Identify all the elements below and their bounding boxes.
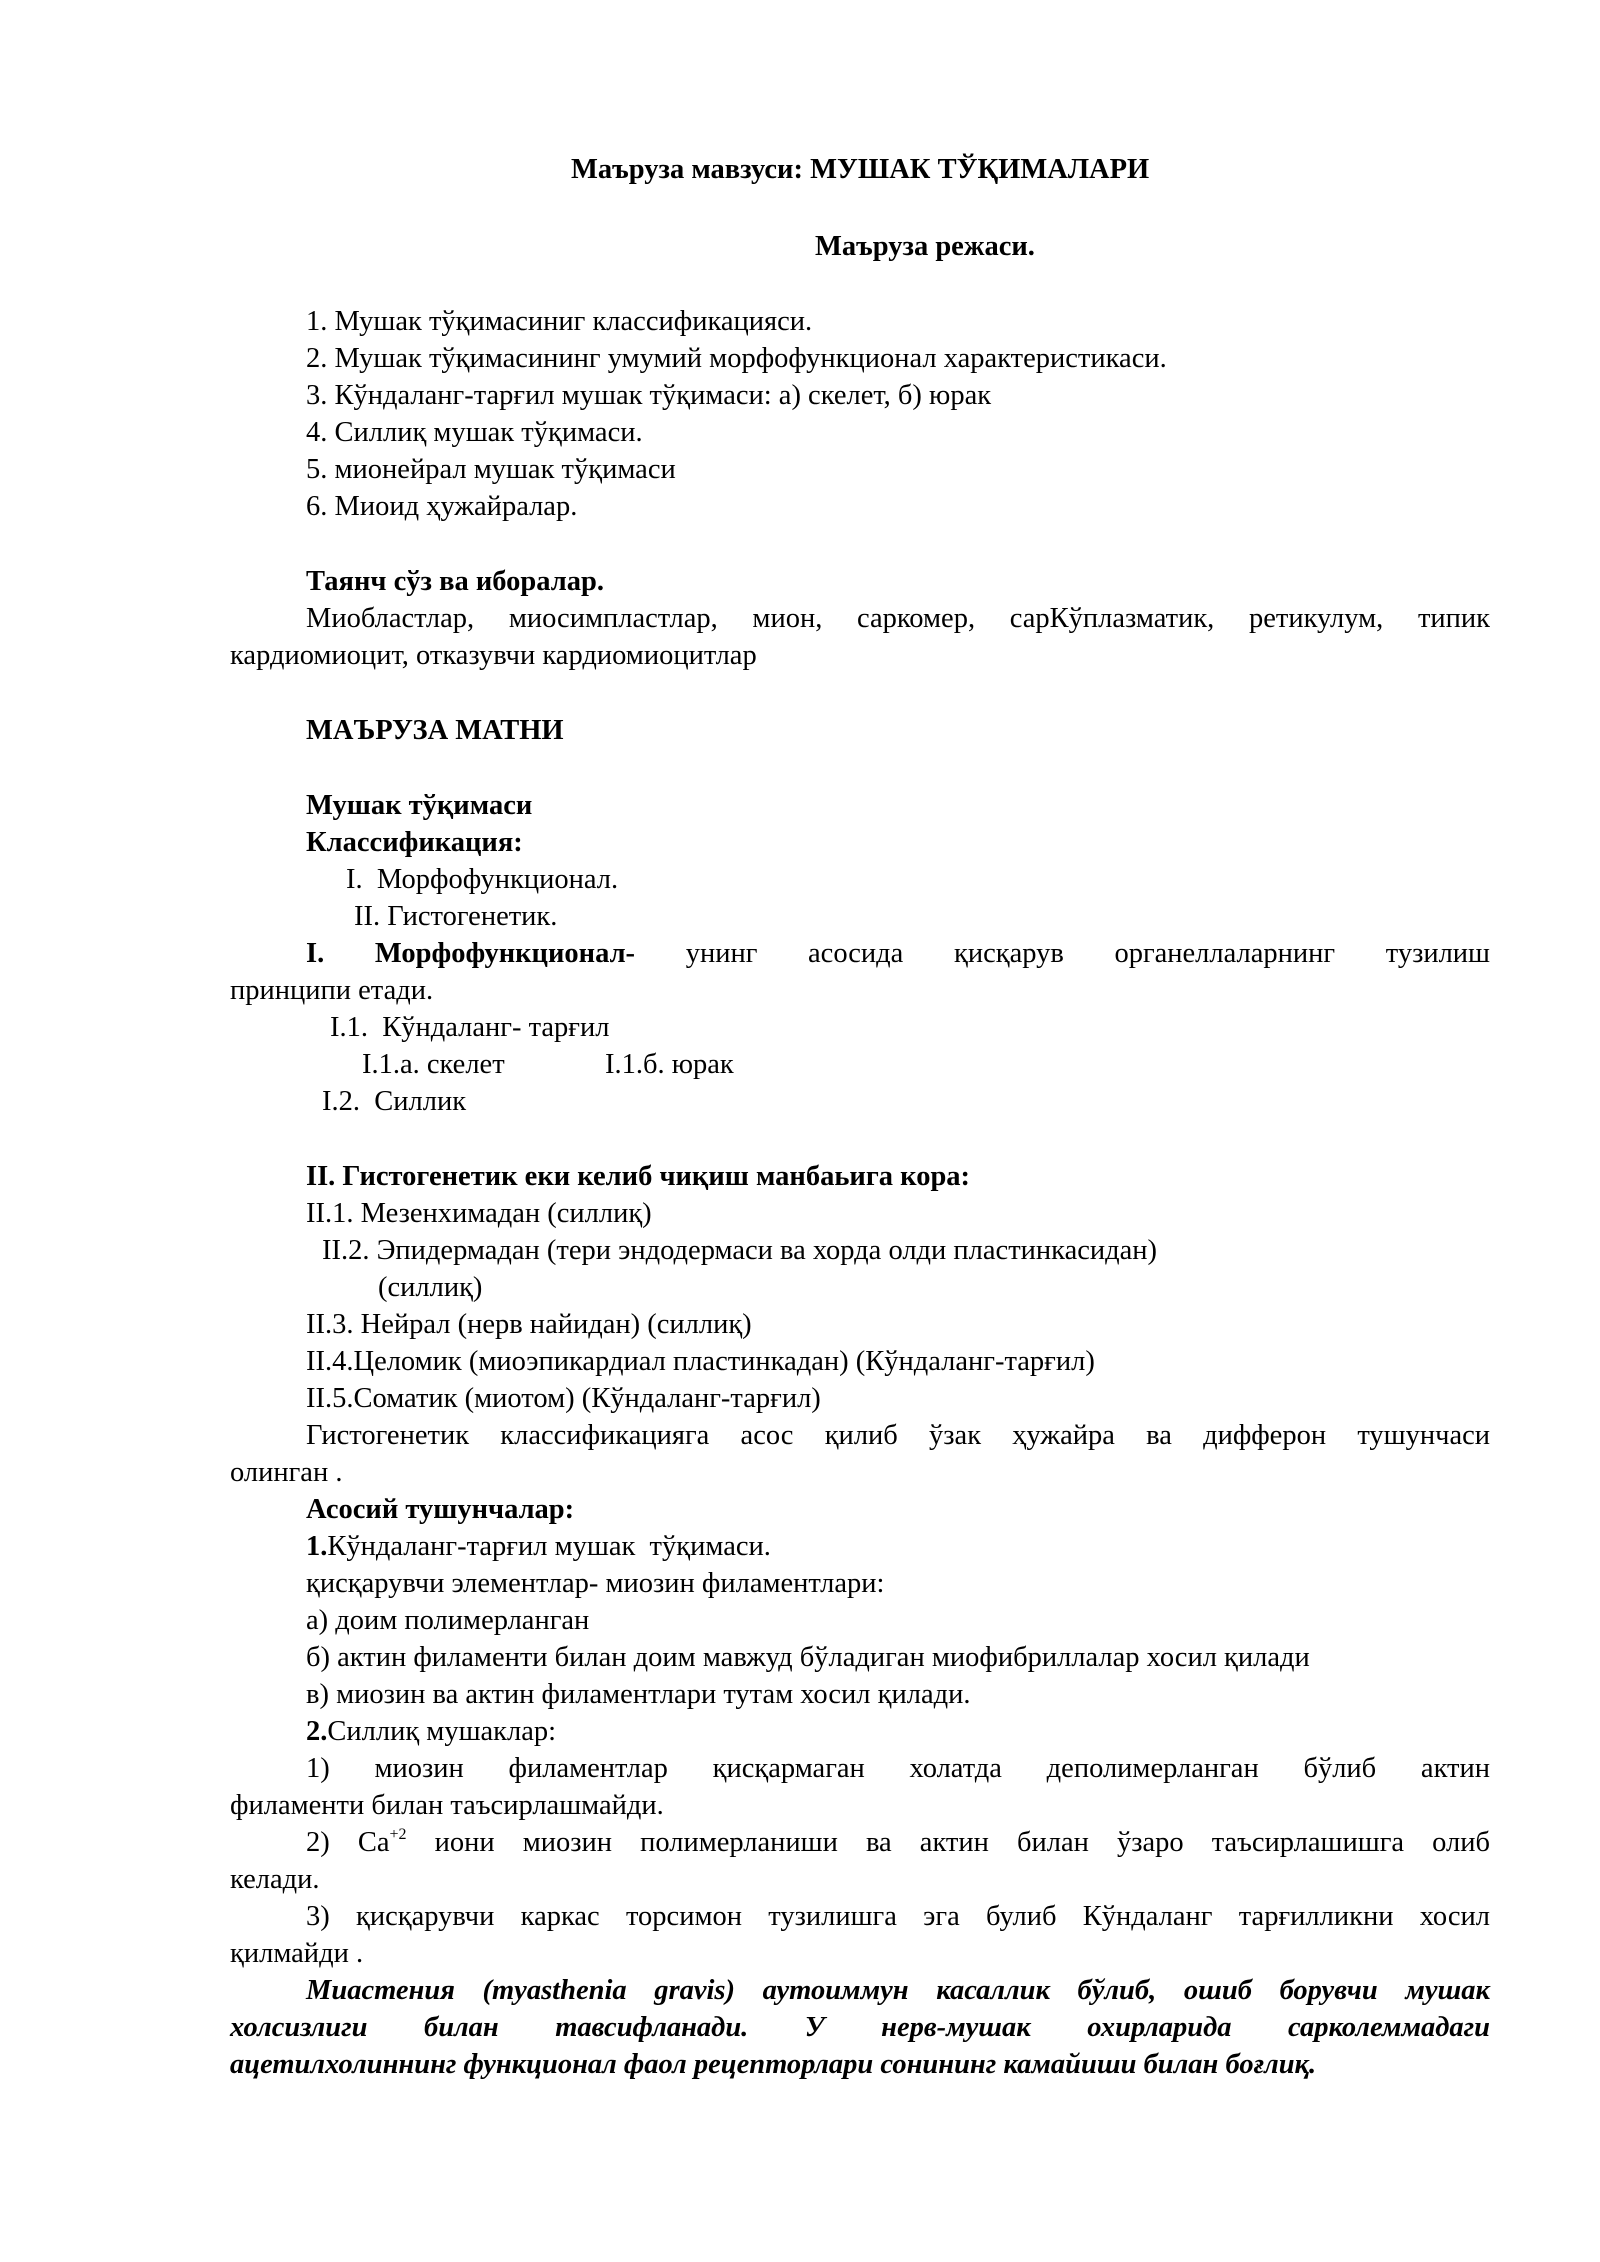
morph-term: I. Морфофункционал- — [306, 938, 636, 969]
plan-item: 4. Силлиқ мушак тўқимаси. — [306, 417, 643, 448]
morph-subitem: I.1.б. юрак — [605, 1049, 734, 1080]
concept-text: Кўндаланг-тарғил мушак тўқимаси. — [327, 1531, 771, 1562]
myasthenia-paragraph-line: Миастения (myasthenia gravis) аутоиммун касаллик бўлиб, ошиб борувчи мушак — [306, 1975, 1490, 2006]
concept-text: Силлиқ мушаклар: — [327, 1716, 557, 1747]
histogenetic-item: II.2. Эпидермадан (тери эндодермаси ва хорда олди пластинкасидан) — [322, 1235, 1158, 1266]
plan-heading: Маъруза режаси. — [815, 231, 1035, 262]
classification-heading: Классификация: — [306, 827, 523, 858]
concept-2-line: 1) миозин филаментлар қисқармаган холатда деполимерланган бўлиб актин — [306, 1753, 1490, 1784]
concept-1-line: в) миозин ва актин филаментлари тутам хосил қилади. — [306, 1679, 971, 1710]
concept-2-line — [306, 1825, 1490, 1861]
concept-2-title — [306, 1714, 556, 1750]
histogenetic-note-line: олинган . — [230, 1457, 343, 1488]
keywords-line: кардиомиоцит, отказувчи кардиомиоцитлар — [230, 640, 757, 671]
concept-2-line: қилмайди . — [230, 1938, 364, 1969]
morph-paragraph-line: принципи етади. — [230, 975, 434, 1006]
morph-paragraph-line — [306, 936, 1490, 972]
concept-1-line: а) доим полимерланган — [306, 1605, 590, 1636]
histogenetic-item: (силлиқ) — [378, 1272, 483, 1303]
histogenetic-item: II.4.Целомик (миоэпикардиал пластинкадан) (Кўндаланг-тарғил) — [306, 1346, 1095, 1377]
plan-item: 2. Мушак тўқимасининг умумий морфофункционал характеристикаси. — [306, 343, 1167, 374]
concept-number: 1. — [306, 1531, 328, 1562]
concept-2-line: филаменти билан таъсирлашмайди. — [230, 1790, 664, 1821]
calcium-text: 2) Ca — [306, 1827, 390, 1858]
morph-text: унинг асосида қисқарув органеллаларнинг тузилиш — [635, 938, 1490, 969]
morph-subitem: I.1.а. скелет — [362, 1049, 505, 1080]
myasthenia-paragraph-line: ацетилхолиннинг функционал фаол рецепторлари сонининг камайиши билан боғлиқ. — [230, 2049, 1317, 2080]
tissue-heading: Мушак тўқимаси — [306, 790, 533, 821]
morph-subitem: I.1. Кўндаланг- тарғил — [330, 1012, 610, 1043]
plan-item: 1. Мушак тўқимасиниг классификацияси. — [306, 306, 813, 337]
concept-number: 2. — [306, 1716, 328, 1747]
histogenetic-note-line: Гистогенетик классификацияга асос қилиб ўзак ҳужайра ва дифферон тушунчаси — [306, 1420, 1490, 1451]
plan-item: 3. Кўндаланг-тарғил мушак тўқимаси: а) скелет, б) юрак — [306, 380, 992, 411]
histogenetic-item: II.1. Мезенхимадан (силлиқ) — [306, 1198, 652, 1229]
plan-item: 5. мионейрал мушак тўқимаси — [306, 454, 676, 485]
histogenetic-item: II.5.Соматик (миотом) (Кўндаланг-тарғил) — [306, 1383, 821, 1414]
concept-2-line: 3) қисқарувчи каркас торсимон тузилишга эга булиб Кўндаланг тарғилликни хосил — [306, 1901, 1490, 1932]
classification-item: II. Гистогенетик. — [354, 901, 558, 932]
keywords-line: Миобластлар, миосимпластлар, мион, саркомер, сарКўплазматик, ретикулум, типик — [306, 603, 1490, 634]
classification-item: I. Морфофункционал. — [346, 864, 619, 895]
concept-1-title — [306, 1529, 771, 1565]
concept-2-line: келади. — [230, 1864, 320, 1895]
calcium-charge: +2 — [389, 1826, 407, 1843]
keywords-heading: Таянч сўз ва иборалар. — [306, 566, 604, 597]
morph-subitem: I.2. Силлик — [322, 1086, 467, 1117]
myasthenia-paragraph-line: холсизлиги билан тавсифланади. У нерв-мушак охирларида сарколеммадаги — [230, 2012, 1490, 2043]
concept-1-line: қисқарувчи элементлар- миозин филаментлари: — [306, 1568, 885, 1599]
concept-2-text: иони миозин полимерланиши ва актин билан ўзаро таъсирлашишга олиб — [406, 1827, 1490, 1858]
lecture-title: Маъруза мавзуси: МУШАК ТЎҚИМАЛАРИ — [571, 154, 1150, 185]
histogenetic-item: II.3. Нейрал (нерв найидан) (силлиқ) — [306, 1309, 752, 1340]
histogenetic-heading: II. Гистогенетик еки келиб чиқиш манбаьига кора: — [306, 1161, 971, 1192]
lecture-text-heading: МАЪРУЗА МАТНИ — [306, 715, 564, 746]
concept-1-line: б) актин филаменти билан доим мавжуд бўладиган миофибриллалар хосил қилади — [306, 1642, 1310, 1673]
plan-item: 6. Миоид ҳужайралар. — [306, 491, 578, 522]
basic-concepts-heading: Асосий тушунчалар: — [306, 1494, 575, 1525]
